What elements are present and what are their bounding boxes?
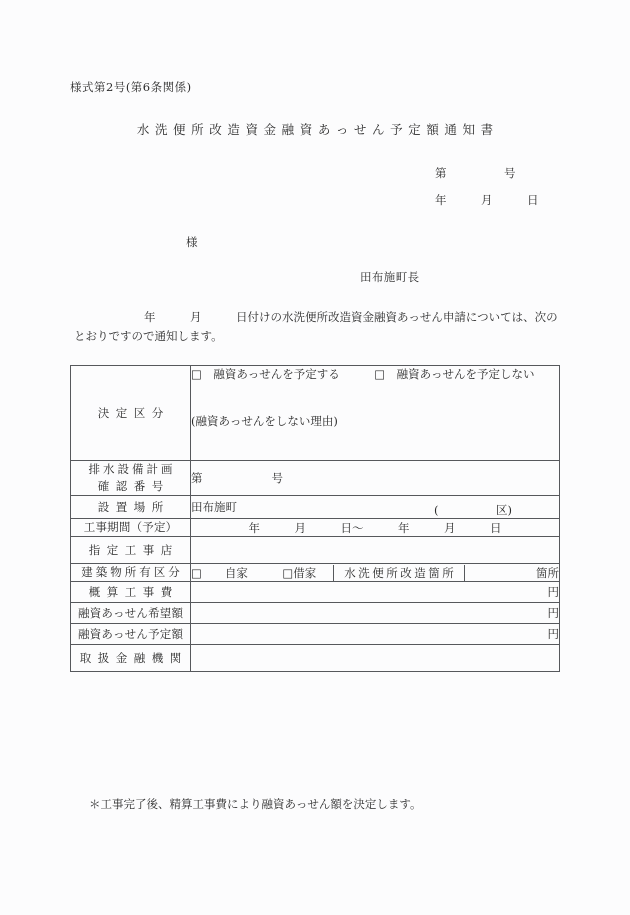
planned-amount-cell[interactable] xyxy=(191,624,560,645)
row-label-ownership-text: 建築物所有区分 xyxy=(81,565,183,579)
decision-cell xyxy=(191,366,560,461)
row-label-requested-amount-text: 融資あっせん希望額 xyxy=(78,605,184,620)
checkbox-own-house[interactable]: □ 自家 xyxy=(191,565,248,580)
row-label-period-text: 工事期間（予定） xyxy=(83,520,178,534)
row-label-location xyxy=(71,496,191,519)
row-label-plan-number-line1: 排水設備計画 xyxy=(88,462,176,476)
row-label-decision-text: 決定区分 xyxy=(97,405,170,420)
row-label-estimate-cost xyxy=(71,582,191,603)
body-paragraph: 年 月 日付けの水洗便所改造資金融資あっせん申請については、次のとおりですので通知します。 xyxy=(74,310,558,343)
decision-inner-table xyxy=(191,366,559,460)
decision-reason-row xyxy=(191,382,559,460)
row-label-financial-institution xyxy=(71,645,191,672)
table-row-requested-amount xyxy=(71,603,560,624)
page-title: 水洗便所改造資金融資あっせん予定額通知書 xyxy=(136,122,499,137)
ownership-inner-table xyxy=(191,565,559,581)
table-row-financial-institution xyxy=(71,645,560,672)
document-number-field: 第 号 xyxy=(435,166,516,180)
decision-options-gap xyxy=(340,367,375,381)
table-row-plan-number xyxy=(71,461,560,496)
spots-label: 水洗便所改造箇所 xyxy=(334,565,465,581)
footnote: ＊工事完了後、精算工事費により融資あっせん額を決定します。 xyxy=(89,797,422,811)
row-label-estimate-cost-text: 概算工事費 xyxy=(88,584,179,599)
row-label-location-text: 設置場所 xyxy=(97,499,170,514)
row-label-decision xyxy=(71,366,191,461)
requested-amount-unit: 円 xyxy=(547,606,559,620)
row-label-requested-amount xyxy=(71,603,191,624)
location-district: ( 区) xyxy=(434,503,512,517)
notification-table xyxy=(70,365,560,672)
row-label-period xyxy=(71,519,191,537)
table-row-ownership xyxy=(71,564,560,582)
decision-reason-cell[interactable] xyxy=(191,382,559,460)
ownership-cell xyxy=(191,564,560,582)
location-cell[interactable] xyxy=(191,496,560,519)
table-row-contractor xyxy=(71,537,560,564)
row-label-financial-institution-text: 取扱金融機関 xyxy=(79,650,188,665)
row-label-plan-number-line2: 確認番号 xyxy=(97,479,170,493)
location-value: 田布施町 xyxy=(191,500,237,514)
estimate-cost-cell[interactable] xyxy=(191,582,560,603)
row-label-contractor-text: 指定工事店 xyxy=(88,542,179,557)
contractor-value[interactable] xyxy=(191,537,560,564)
plan-number-value[interactable]: 第 号 xyxy=(191,461,560,496)
table-row-location xyxy=(71,496,560,519)
row-label-ownership xyxy=(71,564,191,582)
decision-options xyxy=(191,366,559,382)
checkbox-plan-no[interactable]: □ 融資あっせんを予定しない xyxy=(374,367,535,381)
decision-options-row xyxy=(191,366,559,382)
requested-amount-cell[interactable] xyxy=(191,603,560,624)
estimate-cost-unit: 円 xyxy=(547,585,559,599)
row-label-planned-amount xyxy=(71,624,191,645)
row-label-plan-number xyxy=(71,461,191,496)
checkbox-plan-yes[interactable]: □ 融資あっせんを予定する xyxy=(191,367,340,381)
ownership-options-gap xyxy=(248,566,283,580)
table-row-estimate-cost xyxy=(71,582,560,603)
planned-amount-unit: 円 xyxy=(547,627,559,641)
ownership-inner-row xyxy=(191,565,559,581)
financial-institution-value[interactable] xyxy=(191,645,560,672)
document-date-field: 年 月 日 xyxy=(435,193,539,207)
table-row-decision xyxy=(71,366,560,461)
spots-unit: 箇所 xyxy=(536,565,559,580)
decision-reason-label: (融資あっせんをしない理由) xyxy=(191,414,338,428)
period-value[interactable]: 年 月 日〜 年 月 日 xyxy=(191,519,560,537)
row-label-planned-amount-text: 融資あっせん予定額 xyxy=(78,626,184,641)
ownership-options xyxy=(191,565,334,581)
addressee-honorific: 様 xyxy=(186,235,198,249)
form-code: 様式第2号(第6条関係) xyxy=(70,80,192,94)
spots-value-cell[interactable] xyxy=(465,565,560,581)
table-row-planned-amount xyxy=(71,624,560,645)
table-row-period xyxy=(71,519,560,537)
row-label-contractor xyxy=(71,537,191,564)
issuer-name: 田布施町長 xyxy=(360,270,420,284)
checkbox-rented-house[interactable]: □借家 xyxy=(282,565,317,580)
